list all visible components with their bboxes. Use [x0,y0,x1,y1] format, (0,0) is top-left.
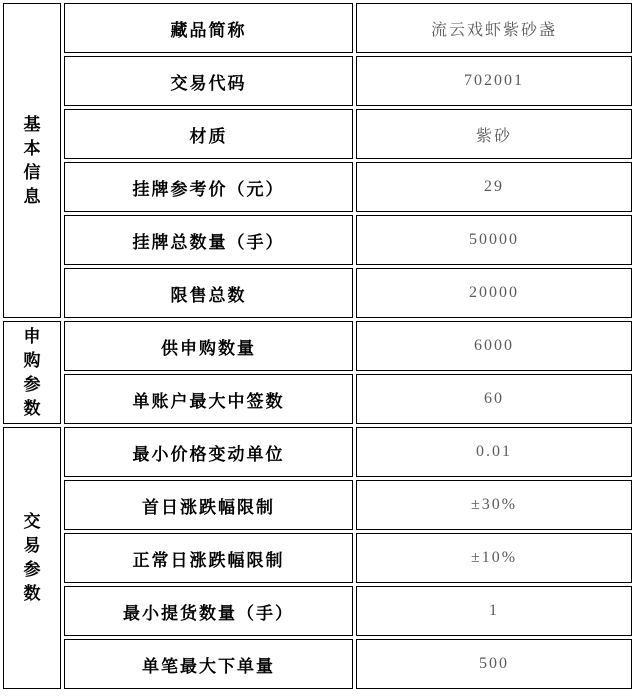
field-value-cell: 50000 [356,215,632,265]
section-label: 基本信息 [23,114,41,206]
field-label-cell: 供申购数量 [64,321,353,371]
field-label-cell: 挂牌参考价（元） [64,162,353,212]
field-label-cell: 单笔最大下单量 [64,639,353,689]
field-label-cell: 挂牌总数量（手） [64,215,353,265]
product-info-table-body [3,3,632,689]
table-row [3,533,632,583]
field-label-cell: 最小价格变动单位 [64,427,353,477]
field-value-cell: ±10% [356,533,632,583]
table-row [3,586,632,636]
field-value-cell: 0.01 [356,427,632,477]
field-label-cell: 最小提货数量（手） [64,586,353,636]
field-value-cell: 1 [356,586,632,636]
field-label-cell: 交易代码 [64,56,353,106]
section-header-cell [3,3,61,318]
section-header-cell [3,427,61,689]
field-value-cell: 紫砂 [356,109,632,159]
table-row [3,639,632,689]
field-label-cell: 限售总数 [64,268,353,318]
table-row [3,109,632,159]
field-label-cell: 材质 [64,109,353,159]
field-value-cell: 6000 [356,321,632,371]
field-label-cell: 藏品简称 [64,3,353,53]
field-label-cell: 首日涨跌幅限制 [64,480,353,530]
table-row [3,321,632,371]
field-label-cell: 单账户最大中签数 [64,374,353,424]
table-row [3,3,632,53]
field-value-cell: 60 [356,374,632,424]
field-value-cell: 29 [356,162,632,212]
field-value-cell: 20000 [356,268,632,318]
field-value-cell: 流云戏虾紫砂盏 [356,3,632,53]
field-value-cell: 500 [356,639,632,689]
table-row [3,374,632,424]
field-value-cell: ±30% [356,480,632,530]
table-row [3,215,632,265]
table-row [3,268,632,318]
section-header-cell [3,321,61,424]
section-label: 交易参数 [23,512,41,603]
field-value-cell: 702001 [356,56,632,106]
table-row [3,480,632,530]
section-label: 申购参数 [23,326,41,418]
table-row [3,162,632,212]
table-row [3,427,632,477]
field-label-cell: 正常日涨跌幅限制 [64,533,353,583]
table-row [3,56,632,106]
